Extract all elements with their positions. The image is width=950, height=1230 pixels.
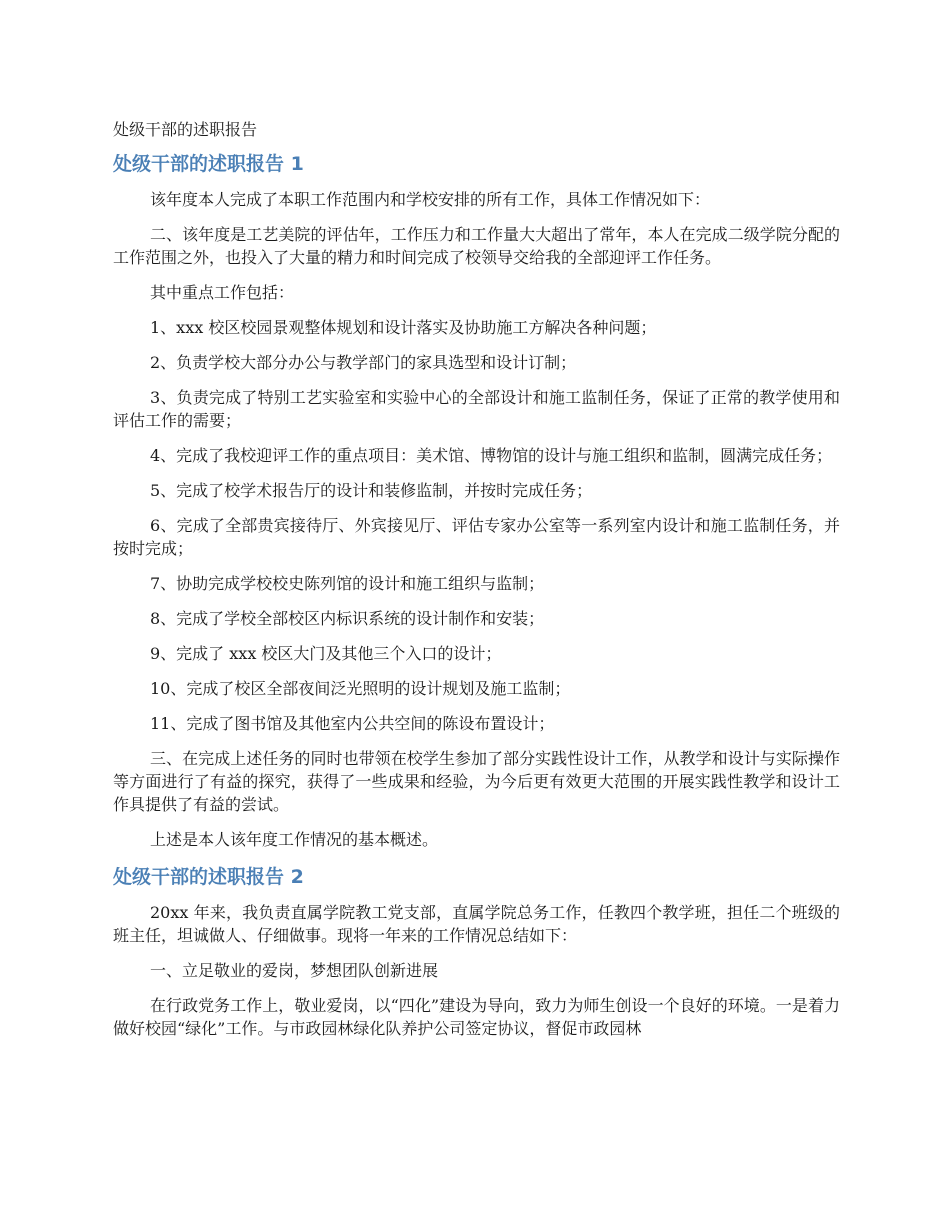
paragraph: 一、立足敬业的爱岗，梦想团队创新进展 <box>150 961 439 980</box>
paragraph: 在行政党务工作上，敬业爱岗，以“四化”建设为导向，致力为师生创设一个良好的环境。一是着力做好校园“绿化”工作。与市政园林绿化队养护公司签定协议，督促市政园林 <box>113 996 840 1038</box>
section-2 <box>113 863 840 1040</box>
list-item: 6、完成了全部贵宾接待厅、外宾接见厅、评估专家办公室等一系列室内设计和施工监制任务，并按时完成； <box>113 516 840 558</box>
list-item: 4、完成了我校迎评工作的重点项目：美术馆、博物馆的设计与施工组织和监制，圆满完成任务； <box>150 446 833 465</box>
list-item: 1、xxx 校区校园景观整体规划和设计落实及协助施工方解决各种问题； <box>150 318 657 337</box>
list-item: 9、完成了 xxx 校区大门及其他三个入口的设计； <box>150 644 502 663</box>
paragraph: 该年度本人完成了本职工作范围内和学校安排的所有工作，具体工作情况如下： <box>150 190 711 209</box>
paragraph: 20xx 年来，我负责直属学院教工党支部，直属学院总务工作，任教四个教学班，担任二个班级的班主任，坦诚做人、仔细做事。现将一年来的工作情况总结如下： <box>113 903 840 945</box>
section-heading: 处级干部的述职报告 2 <box>113 866 304 888</box>
section-1 <box>113 150 840 851</box>
list-item: 10、完成了校区全部夜间泛光照明的设计规划及施工监制； <box>150 679 571 698</box>
document-title: 处级干部的述职报告 <box>113 120 258 139</box>
list-item: 3、负责完成了特别工艺实验室和实验中心的全部设计和施工监制任务，保证了正常的教学使用和评估工作的需要； <box>113 388 840 430</box>
document-content <box>113 118 840 1052</box>
list-item: 11、完成了图书馆及其他室内公共空间的陈设布置设计； <box>150 714 555 733</box>
paragraph: 其中重点工作包括： <box>150 283 295 302</box>
list-item: 7、协助完成学校校史陈列馆的设计和施工组织与监制； <box>150 574 545 593</box>
paragraph: 上述是本人该年度工作情况的基本概述。 <box>150 830 439 849</box>
list-item: 5、完成了校学术报告厅的设计和装修监制，并按时完成任务； <box>150 481 593 500</box>
list-item: 8、完成了学校全部校区内标识系统的设计制作和安装； <box>150 609 545 628</box>
section-heading: 处级干部的述职报告 1 <box>113 153 304 175</box>
paragraph: 三、在完成上述任务的同时也带领在校学生参加了部分实践性设计工作，从教学和设计与实际操作等方面进行了有益的探究，获得了一些成果和经验，为今后更有效更大范围的开展实践性教学和设计工作具提供了有益的尝试。 <box>113 749 840 814</box>
list-item: 2、负责学校大部分办公与教学部门的家具选型和设计订制； <box>150 353 577 372</box>
paragraph: 二、该年度是工艺美院的评估年，工作压力和工作量大大超出了常年，本人在完成二级学院分配的工作范围之外，也投入了大量的精力和时间完成了校领导交给我的全部迎评工作任务。 <box>113 225 840 267</box>
